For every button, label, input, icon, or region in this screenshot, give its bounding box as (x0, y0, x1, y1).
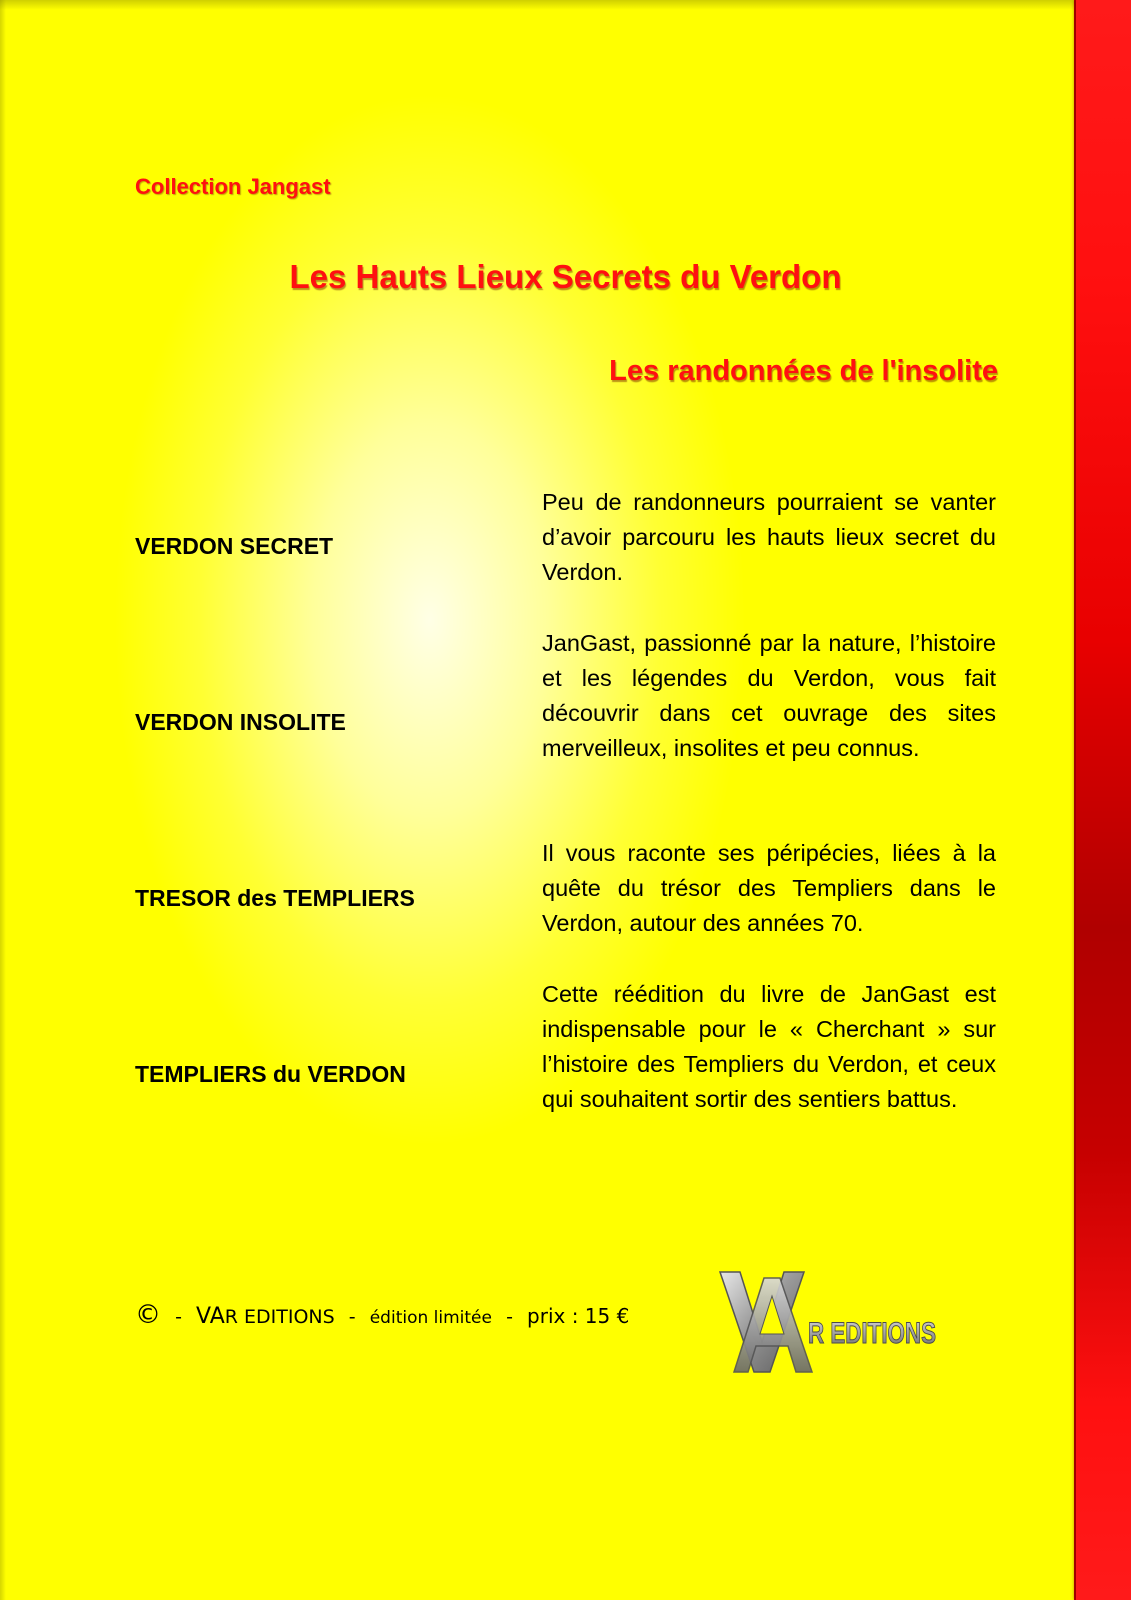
publisher-name: R EDITIONS (224, 1306, 335, 1328)
copyright-symbol: © (135, 1300, 161, 1330)
separator: - (348, 1306, 356, 1328)
publisher-va: VA (196, 1304, 225, 1329)
left-shade (0, 0, 6, 1600)
var-editions-logo (718, 1268, 943, 1380)
collection-name: Collection Jangast (135, 174, 331, 199)
keyword-verdon-insolite: VERDON INSOLITE (135, 709, 346, 735)
keyword-tresor-templiers: TRESOR des TEMPLIERS (135, 885, 415, 911)
book-spine (1076, 0, 1131, 1600)
footer-line (135, 1300, 629, 1330)
paragraph-reedition: Cette réédition du livre de JanGast est indispensable pour le « Cherchant » sur l’histoire des Templiers du Verdon, et ceux qui souhaitent sortir des sentiers battus. (542, 981, 996, 1112)
book-title: Les Hauts Lieux Secrets du Verdon (289, 258, 842, 295)
separator: - (175, 1306, 182, 1328)
book-subtitle: Les randonnées de l'insolite (609, 355, 998, 387)
separator: - (506, 1306, 513, 1328)
top-shade (0, 0, 1076, 10)
edition-note: édition limitée (369, 1308, 492, 1328)
logo-text: R EDITIONS (808, 1317, 936, 1350)
paragraph-intro: Peu de randonneurs pourraient se vanter d’avoir parcouru les hauts lieux secret du Verdon. (542, 489, 996, 585)
paragraph-story: Il vous raconte ses péripécies, liées à la quête du trésor des Templiers dans le Verdon, autour des années 70. (542, 840, 996, 936)
keyword-templiers-verdon: TEMPLIERS du VERDON (135, 1061, 406, 1087)
paragraph-author: JanGast, passionné par la nature, l’histoire et les légendes du Verdon, vous fait découvrir dans cet ouvrage des sites merveilleux, insolites et peu connus. (542, 630, 996, 761)
keyword-verdon-secret: VERDON SECRET (135, 533, 334, 559)
price: prix : 15 € (527, 1304, 630, 1328)
